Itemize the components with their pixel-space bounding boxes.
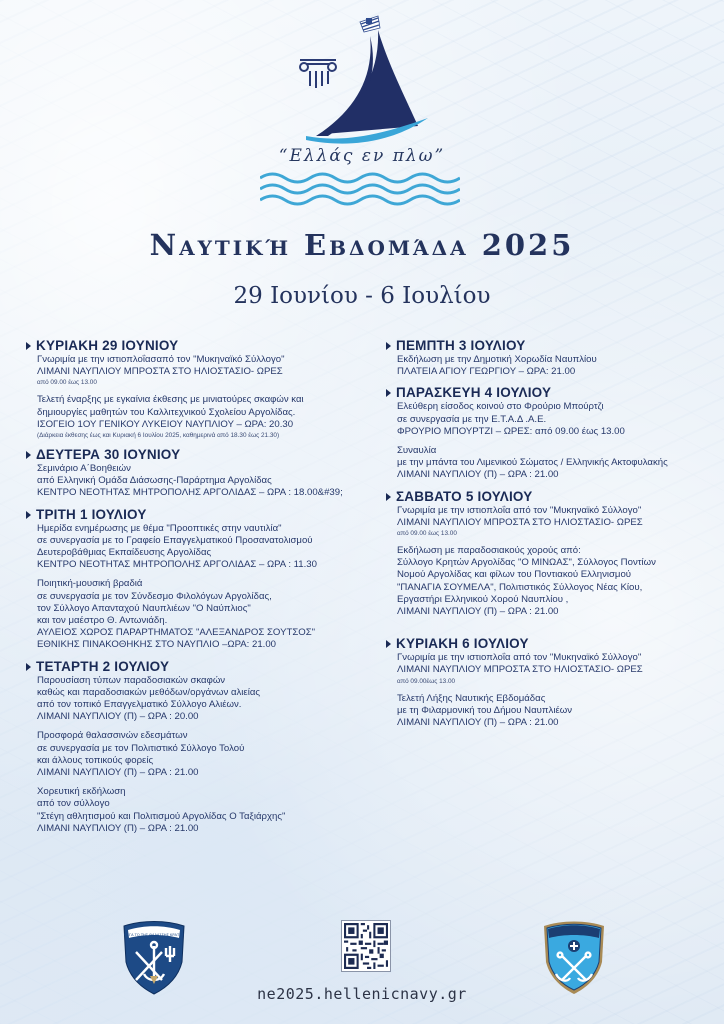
event-line: "ΠΑΝΑΓΙΑ ΣΟΥΜΕΛΑ", Πολιτιστικός Σύλλογος Νέας Κίου, [397,581,643,593]
event-line: σε συνεργασία με το Γραφείο Επαγγελματικού Προσανατολισμού [37,534,313,546]
triangle-bullet-icon [386,493,391,501]
triangle-bullet-icon [386,389,391,397]
event-line: από τον σύλλογο [37,798,110,810]
triangle-bullet-icon [26,511,31,519]
event-note: από 09.00έως 13.00 [397,677,456,685]
event-line: Εκδήλωση με παραδοσιακούς χορούς από: [397,545,581,557]
qr-code-icon[interactable] [341,920,391,972]
triangle-bullet-icon [386,342,391,350]
event-line: ΕΘΝΙΚΗΣ ΠΙΝΑΚΟΘΗΚΗΣ ΣΤΟ ΝΑΥΠΛΙΟ –ΩΡΑ: 21.00 [37,639,276,651]
event-item [26,675,371,724]
event-note: (Διάρκεια έκθεσης έως και Κυριακή 6 Ιουλίου 2025, καθημερινά από 18.30 έως 21.30) [37,432,280,440]
greek-flag-icon [360,16,380,32]
event-line: με την μπάντα του Λιμενικού Σώματος / Ελληνικής Ακτοφυλακής [397,457,668,469]
schedule-day [386,636,721,729]
day-heading [386,489,721,505]
ionic-column-icon [300,60,336,88]
event-line: από τον τοπικό Επαγγελματικό Σύλλογο Αλιέων. [37,699,242,711]
schedule-day [26,507,371,652]
sailboat-column-logo-icon [288,14,438,154]
page-title: Ναυτική Εβδομάδα 2025 [149,228,575,262]
website-link[interactable]: ne2025.hellenicnavy.gr [257,985,467,1003]
event-line: Γνωριμία με την ιστιοπλοΐα από τον "Μυκηναϊκό Σύλλογο" [397,504,642,516]
event-item [26,730,371,779]
schedule-day [386,338,721,378]
triangle-bullet-icon [26,663,31,671]
day-label: ΤΡΙΤΗ 1 ΙΟΥΛΙΟΥ [36,506,147,522]
event-item [386,693,721,730]
day-heading [386,385,721,401]
day-heading [26,338,371,354]
triangle-bullet-icon [26,451,31,459]
event-item [386,652,721,685]
day-label: ΚΥΡΙΑΚΗ 29 ΙΟΥΝΙΟΥ [36,338,179,353]
schedule-right-column [386,338,721,736]
event-line: Εργαστήρι Ελληνικού Χορού Ναυπλίου , [397,593,569,605]
event-line: ΛΙΜΑΝΙ ΝΑΥΠΛΙΟΥ ΜΠΡΟΣΤΑ ΣΤΟ ΗΛΙΟΣΤΑΣΙΟ- ΩΡΕΣ [37,366,283,378]
event-line: Παρουσίαση τύπων παραδοσιακών σκαφών [37,674,226,686]
schedule-day [386,385,721,481]
event-line: ΠΛΑΤΕΙΑ ΑΓΙΟΥ ΓΕΩΡΓΙΟΥ – ΩΡΑ: 21.00 [397,366,576,378]
date-range: 29 Ιουνίου - 6 Ιουλίου [233,283,491,309]
day-heading [26,447,371,463]
day-label: ΔΕΥΤΕΡΑ 30 ΙΟΥΝΙΟΥ [36,447,181,463]
day-heading [26,659,371,675]
event-line: ΛΙΜΑΝΙ ΝΑΥΠΛΙΟΥ ΜΠΡΟΣΤΑ ΣΤΟ ΗΛΙΟΣΤΑΣΙΟ- ΩΡΕΣ [397,664,643,676]
event-note: από 09.00 έως 13.00 [397,530,457,538]
qr-code-pattern [344,923,388,969]
event-line: ΑΥΛΕΙΟΣ ΧΩΡΟΣ ΠΑΡΑΡΤΗΜΑΤΟΣ "ΑΛΕΞΑΝΔΡΟΣ ΣΟΥΤΣΟΣ" [37,627,316,639]
event-line: καθώς και παραδοσιακών μεθόδων/οργάνων αλιείας [37,686,261,698]
event-item [26,394,371,440]
event-item [386,505,721,538]
day-label: ΠΕΜΠΤΗ 3 ΙΟΥΛΙΟΥ [396,338,526,353]
hellenic-coast-guard-emblem-icon [540,918,608,996]
event-line: με τη Φιλαρμονική του Δήμου Ναυπλιέων [397,704,573,716]
event-line: Τελετή Λήξης Ναυτικής Εβδομάδας [397,692,546,704]
event-line: τον Σύλλογο Απανταχού Ναυπλιέων "Ο Ναύπλιος" [37,602,251,614]
event-line: Νομού Αργολίδας και φίλων του Ποντιακού Ελληνισμού [397,569,632,581]
day-label: ΚΥΡΙΑΚΗ 6 ΙΟΥΛΙΟΥ [396,636,529,652]
day-heading [386,636,721,652]
event-line: Ελεύθερη είσοδος κοινού στο Φρούριο Μπούρτζι [397,401,604,413]
triangle-bullet-icon [386,640,391,648]
event-line: από Ελληνική Ομάδα Διάσωσης-Παράρτημα Αργολίδας [37,475,272,487]
event-item [26,463,371,500]
event-line: Ποιητική-μουσική βραδιά [37,578,143,590]
event-line: και τον μαέστρο Θ. Αντωνιάδη. [37,615,168,627]
event-line: δημιουργίες μαθητών του Καλλιτεχνικού Σχολείου Αργολίδας. [37,406,296,418]
event-line: Σύλλογο Κρητών Αργολίδας "Ο ΜΙΝΩΑΣ", Σύλλογος Ποντίων [397,557,656,569]
event-line: σε συνεργασία με την Ε.Τ.Α.Δ .Α.Ε. [397,413,547,425]
event-line: Σεμινάριο Α΄Βοηθειών [37,463,131,475]
event-line: ΛΙΜΑΝΙ ΝΑΥΠΛΙΟΥ (Π) – ΩΡΑ : 21.00 [397,717,559,729]
event-line: Προσφορά θαλασσινών εδεσμάτων [37,730,188,742]
event-line: Εκδήλωση με την Δημοτική Χορωδία Ναυπλίου [397,354,597,365]
waves-icon [260,172,460,208]
event-line: Συναυλία [397,445,437,457]
day-heading [26,507,371,523]
event-line: Δευτεροβάθμιας Εκπαίδευσης Αργολίδας [37,547,212,559]
schedule-day [26,659,371,835]
event-line: ΦΡΟΥΡΙΟ ΜΠΟΥΡΤΖΙ – ΩΡΕΣ: από 09.00 έως 13.00 [397,425,625,437]
schedule-day [26,338,371,440]
event-line: σε συνεργασία με τον Πολιτιστικό Σύλλογο Τολού [37,742,245,754]
schedule-day [26,447,371,500]
event-note: από 09.00 έως 13.00 [37,379,97,387]
event-line: Ημερίδα ενημέρωσης με θέμα "Προοπτικές στην ναυτιλία" [37,522,282,534]
day-label: ΣΑΒΒΑΤΟ 5 ΙΟΥΛΙΟΥ [396,488,533,504]
event-item [386,401,721,438]
event-item [386,354,721,378]
event-line: Γνωριμία με την ιστιοπλοΐασαπό τον "Μυκηναϊκό Σύλλογο" [37,354,285,365]
emblem-motto: ΜΕΓΑ ΤΟ ΤΗΣ ΘΑΛΑΣΣΗΣ ΚΡΑΤΟΣ [123,933,185,937]
event-item [386,545,721,618]
event-line: "Στέγη αθλητισμού και Πολιτισμού Αργολίδας Ο Ταξιάρχης" [37,810,286,822]
day-heading [386,338,721,354]
event-line: ΛΙΜΑΝΙ ΝΑΥΠΛΙΟΥ (Π) – ΩΡΑ : 21.00 [37,822,199,834]
event-line: σε συνεργασία με τον Σύνδεσμο Φιλολόγων Αργολίδας, [37,590,272,602]
event-item [26,786,371,835]
day-label: ΤΕΤΑΡΤΗ 2 ΙΟΥΛΙΟΥ [36,658,170,674]
day-label: ΠΑΡΑΣΚΕΥΗ 4 ΙΟΥΛΙΟΥ [396,385,552,401]
event-line: Τελετή έναρξης με εγκαίνια έκθεσης με μινιατούρες σκαφών και [37,394,304,406]
event-item [26,578,371,651]
event-item [26,523,371,572]
event-item [26,354,371,387]
event-line: ΙΣΟΓΕΙΟ 1ΟΥ ΓΕΝΙΚΟΥ ΛΥΚΕΙΟΥ ΝΑΥΠΛΙΟΥ – ΩΡΑ: 20.30 [37,418,294,430]
motto: “Ελλάς εν πλω” [278,146,446,166]
event-line: ΛΙΜΑΝΙ ΝΑΥΠΛΙΟΥ (Π) – ΩΡΑ : 21.00 [397,606,559,618]
triangle-bullet-icon [26,342,31,350]
event-line: Γνωριμία με την ιστιοπλοΐα από τον "Μυκηναϊκό Σύλλογο" [397,652,642,664]
schedule-left-column [26,338,371,842]
event-line: ΛΙΜΑΝΙ ΝΑΥΠΛΙΟΥ ΜΠΡΟΣΤΑ ΣΤΟ ΗΛΙΟΣΤΑΣΙΟ- ΩΡΕΣ [397,516,643,528]
schedule-day [386,489,721,619]
event-line: ΚΕΝΤΡΟ ΝΕΟΤΗΤΑΣ ΜΗΤΡΟΠΟΛΗΣ ΑΡΓΟΛΙΔΑΣ – ΩΡΑ : 18.00&#39; [37,487,343,499]
event-line: ΛΙΜΑΝΙ ΝΑΥΠΛΙΟΥ (Π) – ΩΡΑ : 21.00 [397,469,559,481]
event-line: Χορευτική εκδήλωση [37,786,126,798]
event-item [386,445,721,482]
event-line: και άλλους τοπικούς φορείς [37,754,154,766]
event-line: ΚΕΝΤΡΟ ΝΕΟΤΗΤΑΣ ΜΗΤΡΟΠΟΛΗΣ ΑΡΓΟΛΙΔΑΣ – ΩΡΑ : 11.30 [37,559,317,571]
event-line: ΛΙΜΑΝΙ ΝΑΥΠΛΙΟΥ (Π) – ΩΡΑ : 20.00 [37,711,199,723]
event-line: ΛΙΜΑΝΙ ΝΑΥΠΛΙΟΥ (Π) – ΩΡΑ : 21.00 [37,767,199,779]
